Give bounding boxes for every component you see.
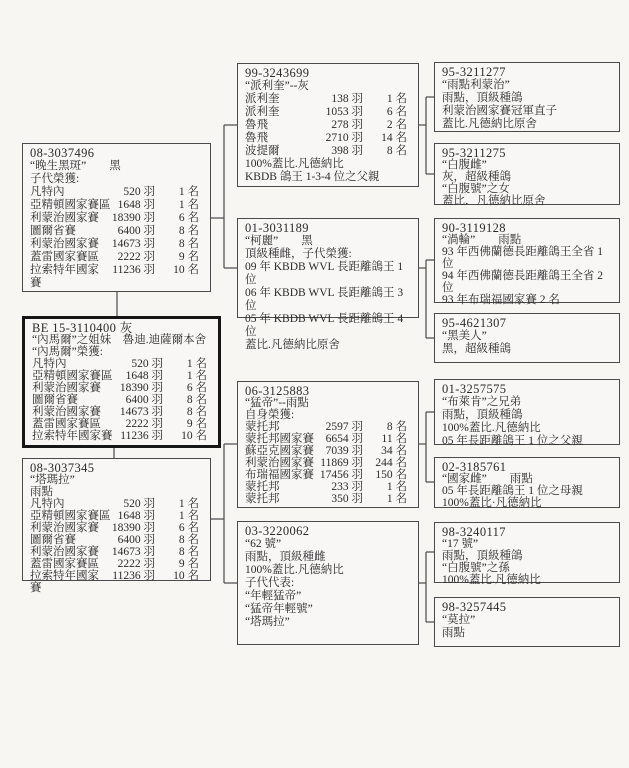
result-birds: 520 羽 <box>123 498 155 510</box>
result-rank: 244 名 <box>375 457 407 469</box>
result-row <box>32 430 213 442</box>
result-rank: 8 名 <box>178 546 199 558</box>
result-row <box>32 370 213 382</box>
result-row <box>245 132 413 145</box>
result-birds: 138 羽 <box>331 93 363 105</box>
result-birds: 6400 羽 <box>125 394 163 406</box>
result-birds: 520 羽 <box>123 186 155 198</box>
info-line: “白腹號”之女 <box>442 183 510 195</box>
info-line: “雨點利蒙治” <box>442 79 510 91</box>
info-line: “年輕猛帝” <box>245 590 302 602</box>
result-row <box>30 558 205 570</box>
pedigree-box-mother <box>22 458 211 594</box>
result-race: 利蒙治國家賽 <box>32 382 101 394</box>
result-row <box>245 481 413 493</box>
result-race: 圖爾省賽 <box>32 394 78 406</box>
ring-number: 01-3031189 <box>245 221 309 235</box>
result-row <box>245 457 413 469</box>
ring-number: 08-3037496 <box>30 146 95 160</box>
ring-number: 03-3220062 <box>245 524 310 538</box>
result-race: 利蒙治國家賽 <box>32 406 101 418</box>
info-line: “國家雌” 雨點 <box>442 473 533 485</box>
result-birds: 18390 羽 <box>111 212 155 224</box>
info-line: 05 年長距離鴿王 1 位之母親 <box>442 485 583 497</box>
info-line: “內馬爾”之姐妹 魯迪.迪薩爾本舍 <box>32 334 207 346</box>
result-rank: 1 名 <box>386 93 407 105</box>
result-rank: 2 名 <box>386 119 407 131</box>
info-line: 雨點，頂級種雌 <box>245 551 326 563</box>
result-birds: 17456 羽 <box>319 469 363 481</box>
result-race: 蓋雷國家賽區 <box>30 251 99 263</box>
pedigree-box-paternal-grandfather <box>237 63 419 187</box>
result-birds: 6654 羽 <box>325 433 363 445</box>
info-line: 自身榮獲: <box>245 409 295 421</box>
result-birds: 2597 羽 <box>325 421 363 433</box>
pedigree-box-ggp-8 <box>434 597 620 647</box>
ring-number: 98-3240117 <box>442 525 506 539</box>
result-row <box>245 93 413 106</box>
ring-number: 01-3257575 <box>442 382 507 396</box>
result-row <box>32 382 213 394</box>
pedigree-box-ggp-6 <box>434 457 620 508</box>
result-birds: 14673 羽 <box>119 406 163 418</box>
ring-number: 99-3243699 <box>245 66 310 80</box>
result-row <box>30 251 205 264</box>
info-line: “白腹號”之孫 <box>442 562 510 574</box>
result-rank: 8 名 <box>186 406 207 418</box>
result-race: 利蒙治國家賽 <box>30 546 99 558</box>
result-rank: 8 名 <box>386 421 407 433</box>
result-race: 蓋雷國家賽區 <box>32 418 101 430</box>
result-row <box>30 225 205 238</box>
result-rank: 10 名 <box>173 264 199 276</box>
result-race: 利蒙治國家賽 <box>30 238 99 250</box>
info-line: “塔瑪拉” <box>245 616 290 628</box>
info-line: “17 號” <box>442 538 479 550</box>
result-race: 魯飛 <box>245 119 268 131</box>
result-row <box>30 570 205 594</box>
info-line: 06 年 KBDB WVL 長距離鴿王 3 位 <box>245 287 404 312</box>
result-rank: 8 名 <box>186 394 207 406</box>
pedigree-box-maternal-grandmother <box>237 521 419 645</box>
result-rank: 8 名 <box>178 238 199 250</box>
result-race: 凡特內 <box>30 186 65 198</box>
info-line: 05 年 KBDB WVL 長距離鴿王 4 位 <box>245 313 404 338</box>
result-race: 利蒙治國家賽 <box>245 457 314 469</box>
result-row <box>30 522 205 534</box>
result-race: 拉索特年國家賽 <box>30 264 99 289</box>
result-rank: 9 名 <box>178 558 199 570</box>
ring-number: 90-3119128 <box>442 221 506 235</box>
result-row <box>32 358 213 370</box>
pedigree-box-maternal-grandfather <box>237 381 419 508</box>
result-race: 利蒙治國家賽 <box>30 212 99 224</box>
result-row <box>32 394 213 406</box>
result-birds: 233 羽 <box>331 481 363 493</box>
info-line: 蓋比.凡德納比原舍 <box>245 339 340 351</box>
result-rank: 1 名 <box>386 493 407 505</box>
result-row <box>30 199 205 212</box>
info-line: “內馬爾”榮獲: <box>32 346 103 358</box>
result-race: 凡特內 <box>30 498 65 510</box>
result-birds: 1648 羽 <box>125 370 163 382</box>
result-row <box>245 106 413 119</box>
result-row <box>30 546 205 558</box>
result-birds: 2222 羽 <box>117 558 155 570</box>
result-rank: 6 名 <box>386 106 407 118</box>
result-birds: 11869 羽 <box>320 457 363 469</box>
result-rank: 150 名 <box>375 469 407 481</box>
result-birds: 6400 羽 <box>117 225 155 237</box>
info-line: 05 年長距離鴿王 1 位之父親 <box>442 435 583 447</box>
info-line: “62 號” <box>245 538 282 550</box>
result-birds: 14673 羽 <box>111 238 155 250</box>
info-line: 100%蓋比.凡德納比 <box>245 158 344 170</box>
ring-number: 98-3257445 <box>442 600 507 614</box>
result-rank: 9 名 <box>186 418 207 430</box>
result-row <box>30 498 205 510</box>
ring-number: 95-4621307 <box>442 316 507 330</box>
info-line: 100%蓋比.凡德納比 <box>442 574 541 586</box>
result-race: 拉索特年國家賽 <box>32 430 113 442</box>
result-row <box>245 145 413 158</box>
info-line: 93 年西佛蘭德長距離鴿王全省 1 位 <box>442 246 603 270</box>
result-rank: 9 名 <box>178 251 199 263</box>
result-race: 亞精頓國家賽區 <box>30 510 111 522</box>
result-row <box>30 534 205 546</box>
info-line: “柯麗” 黑 <box>245 235 313 247</box>
result-race: 蒙托邦 <box>245 493 280 505</box>
result-birds: 6400 羽 <box>117 534 155 546</box>
result-birds: 14673 羽 <box>111 546 155 558</box>
info-line: “布萊肯”之兄弟 <box>442 396 522 408</box>
info-line: 子代榮獲: <box>30 173 80 185</box>
info-line: “猛帝”--雨點 <box>245 397 309 409</box>
info-line: KBDB 鴿王 1-3-4 位之父親 <box>245 171 380 183</box>
info-line: 雨點 <box>442 627 465 639</box>
pedigree-box-ggp-4 <box>434 313 620 363</box>
result-race: 蓋雷國家賽區 <box>30 558 99 570</box>
result-race: 拉索特年國家賽 <box>30 570 99 594</box>
result-race: 魯飛 <box>245 132 268 144</box>
result-rank: 14 名 <box>381 132 407 144</box>
info-line: 雨點，頂級種鴿 <box>442 92 523 104</box>
result-rank: 34 名 <box>381 445 407 457</box>
ring-number: 06-3125883 <box>245 384 310 398</box>
pedigree-box-ggp-3 <box>434 218 620 306</box>
result-row <box>30 212 205 225</box>
result-rank: 1 名 <box>386 481 407 493</box>
result-birds: 18390 羽 <box>111 522 155 534</box>
result-birds: 11236 羽 <box>112 570 155 582</box>
ring-number: BE 15-3110400 灰 <box>32 321 133 335</box>
info-line: 100%蓋比.凡德納比 <box>442 422 541 434</box>
info-line: 93 年布瑞福國家賽 2 名 <box>442 294 560 306</box>
info-line: 雨點，頂級種鴿 <box>442 409 523 421</box>
info-line: “猛帝年輕號” <box>245 603 313 615</box>
info-line: 蓋比.凡德納比原舍 <box>442 118 537 130</box>
result-birds: 11236 羽 <box>120 430 163 442</box>
result-birds: 2222 羽 <box>125 418 163 430</box>
pedigree-box-father <box>22 143 211 292</box>
result-race: 亞精頓國家賽區 <box>30 199 111 211</box>
result-rank: 1 名 <box>178 498 199 510</box>
info-line: “晚生黑斑” 黑 <box>30 160 121 172</box>
result-race: 派利奎 <box>245 106 280 118</box>
result-race: 波提爾 <box>245 145 280 157</box>
result-row <box>245 421 413 433</box>
result-row <box>245 469 413 481</box>
result-rank: 1 名 <box>186 358 207 370</box>
result-rank: 6 名 <box>178 212 199 224</box>
result-row <box>30 238 205 251</box>
result-birds: 2710 羽 <box>325 132 363 144</box>
result-race: 布瑞福國家賽 <box>245 469 314 481</box>
pedigree-box-paternal-grandmother <box>237 218 419 351</box>
result-race: 圖爾省賽 <box>30 534 76 546</box>
result-rank: 1 名 <box>178 199 199 211</box>
result-birds: 398 羽 <box>331 145 363 157</box>
result-birds: 1648 羽 <box>117 199 155 211</box>
result-rank: 8 名 <box>178 225 199 237</box>
result-birds: 7039 羽 <box>325 445 363 457</box>
info-line: “派利奎”--灰 <box>245 80 309 92</box>
pedigree-box-ggp-2 <box>434 143 620 205</box>
result-row <box>30 264 205 290</box>
result-race: 圖爾省賽 <box>30 225 76 237</box>
result-birds: 11236 羽 <box>112 264 155 276</box>
result-rank: 1 名 <box>178 510 199 522</box>
pedigree-box-ggp-5 <box>434 379 620 445</box>
result-rank: 6 名 <box>178 522 199 534</box>
info-line: 09 年 KBDB WVL 長距離鴿王 1 位 <box>245 261 404 286</box>
result-row <box>32 418 213 430</box>
info-line: 蓋比．凡德納比原舍 <box>442 195 546 207</box>
result-row <box>32 406 213 418</box>
info-line: 100%蓋比.凡德納比 <box>245 564 344 576</box>
result-race: 蒙托邦 <box>245 421 280 433</box>
info-line: “黑美人” <box>442 330 487 342</box>
result-birds: 2222 羽 <box>117 251 155 263</box>
result-birds: 350 羽 <box>331 493 363 505</box>
result-row <box>245 493 413 505</box>
result-birds: 1053 羽 <box>325 106 363 118</box>
info-line: “莫拉” <box>442 614 476 626</box>
result-rank: 10 名 <box>181 430 207 442</box>
ring-number: 08-3037345 <box>30 461 95 475</box>
info-line: 100%蓋比·凡德納比 <box>442 497 542 509</box>
info-line: 雨點 <box>30 486 53 498</box>
result-race: 利蒙治國家賽 <box>30 522 99 534</box>
result-rank: 1 名 <box>186 370 207 382</box>
ring-number: 95-3211275 <box>442 146 506 160</box>
result-birds: 520 羽 <box>131 358 163 370</box>
info-line: 雨點，頂級種鴿 <box>442 550 523 562</box>
result-row <box>245 433 413 445</box>
result-race: 凡特內 <box>32 358 67 370</box>
result-race: 派利奎 <box>245 93 280 105</box>
info-line: “渦輪” 雨點 <box>442 234 522 246</box>
pedigree-box-ggp-1 <box>434 62 620 132</box>
result-race: 蘇亞克國家賽 <box>245 445 314 457</box>
info-line: 頂級種雌，子代榮獲: <box>245 248 352 260</box>
result-race: 蒙托邦國家賽 <box>245 433 314 445</box>
result-rank: 10 名 <box>173 570 199 582</box>
info-line: 94 年西佛蘭德長距離鴿王全省 2 位 <box>442 270 603 294</box>
info-line: 利蒙治國家賽冠軍直子 <box>442 105 557 117</box>
result-birds: 1648 羽 <box>117 510 155 522</box>
result-race: 亞精頓國家賽區 <box>32 370 113 382</box>
result-row <box>245 445 413 457</box>
result-rank: 1 名 <box>178 186 199 198</box>
result-row <box>30 510 205 522</box>
ring-number: 95-3211277 <box>442 65 506 79</box>
result-rank: 8 名 <box>386 145 407 157</box>
result-birds: 278 羽 <box>331 119 363 131</box>
result-row <box>30 186 205 199</box>
info-line: 灰，超級種鴿 <box>442 171 511 183</box>
ring-number: 02-3185761 <box>442 460 507 474</box>
result-rank: 8 名 <box>178 534 199 546</box>
pedigree-box-ggp-7 <box>434 522 620 586</box>
result-birds: 18390 羽 <box>119 382 163 394</box>
info-line: 子代代表: <box>245 577 295 589</box>
pedigree-box-subject <box>22 316 221 448</box>
info-line: “塔瑪拉” <box>30 474 75 486</box>
result-row <box>245 119 413 132</box>
result-rank: 6 名 <box>186 382 207 394</box>
result-rank: 11 名 <box>381 433 407 445</box>
result-race: 蒙托邦 <box>245 481 280 493</box>
info-line: 黑，超級種鴿 <box>442 343 511 355</box>
info-line: “白腹雌” <box>442 159 487 171</box>
